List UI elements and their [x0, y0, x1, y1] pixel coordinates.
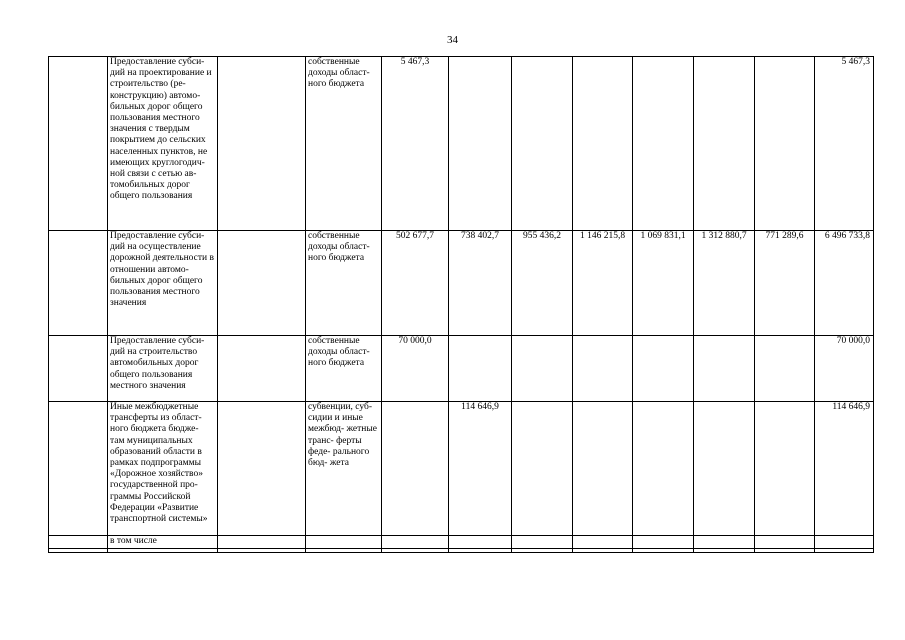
funding-source: собственные доходы област- ного бюджета: [306, 57, 382, 231]
empty-cell: [108, 549, 218, 553]
value-cell: [449, 57, 512, 231]
total-cell: 6 496 733,8: [815, 231, 874, 336]
empty-cell: [815, 549, 874, 553]
value-cell: [449, 336, 512, 402]
value-cell: [694, 402, 755, 536]
empty-cell: [49, 231, 108, 336]
value-cell: [573, 336, 633, 402]
table-row: [49, 549, 874, 553]
value-cell: 771 289,6: [755, 231, 815, 336]
value-cell: 955 436,2: [512, 231, 573, 336]
empty-cell: [573, 536, 633, 549]
measure-description: Предоставление субси- дий на осуществление дорожной деятельности в отношении автомо- бильных дорог общего пользования местного значения: [108, 231, 218, 336]
value-cell: 738 402,7: [449, 231, 512, 336]
value-cell: [755, 57, 815, 231]
funding-source: субвенции, суб- сидии и иные межбюд- жетные транс- ферты феде- рального бюд- жета: [306, 402, 382, 536]
total-cell: 5 467,3: [815, 57, 874, 231]
funding-source: собственные доходы област- ного бюджета: [306, 336, 382, 402]
empty-cell: [49, 402, 108, 536]
empty-cell: [306, 549, 382, 553]
value-cell: 502 677,7: [382, 231, 449, 336]
value-cell: 1 312 880,7: [694, 231, 755, 336]
value-cell: [573, 402, 633, 536]
measure-description: Предоставление субси- дий на строительство автомобильных дорог общего пользования местного значения: [108, 336, 218, 402]
value-cell: 1 146 215,8: [573, 231, 633, 336]
empty-cell: [218, 549, 306, 553]
table-row: [49, 536, 874, 549]
total-cell: 114 646,9: [815, 402, 874, 536]
empty-cell: [573, 549, 633, 553]
empty-cell: [755, 549, 815, 553]
empty-cell: [694, 536, 755, 549]
measure-description: Иные межбюджетные трансферты из област- ного бюджета бюдже- там муниципальных образований области в рамках подпрограммы «Дорожное хозяйство» государственной про- граммы Российской Федерации «Развитие транспортной системы»: [108, 402, 218, 536]
empty-cell: [512, 549, 573, 553]
empty-cell: [382, 536, 449, 549]
empty-cell: [755, 536, 815, 549]
value-cell: [633, 336, 694, 402]
value-cell: 70 000,0: [382, 336, 449, 402]
empty-cell: [218, 231, 306, 336]
table-row: [49, 336, 874, 402]
including-label: в том числе: [108, 536, 218, 549]
value-cell: [633, 57, 694, 231]
table-row: [49, 231, 874, 336]
empty-cell: [512, 536, 573, 549]
page-number: 34: [447, 34, 458, 46]
empty-cell: [815, 536, 874, 549]
table-row: [49, 57, 874, 231]
empty-cell: [49, 57, 108, 231]
empty-cell: [218, 57, 306, 231]
value-cell: [755, 402, 815, 536]
budget-table: [48, 56, 874, 553]
empty-cell: [449, 549, 512, 553]
total-cell: 70 000,0: [815, 336, 874, 402]
empty-cell: [49, 549, 108, 553]
value-cell: 114 646,9: [449, 402, 512, 536]
value-cell: [512, 57, 573, 231]
value-cell: [382, 402, 449, 536]
empty-cell: [694, 549, 755, 553]
table-row: [49, 402, 874, 536]
value-cell: [512, 402, 573, 536]
empty-cell: [218, 336, 306, 402]
value-cell: 5 467,3: [382, 57, 449, 231]
value-cell: [694, 57, 755, 231]
empty-cell: [218, 536, 306, 549]
measure-description: Предоставление субси- дий на проектирование и строительство (ре- конструкцию) автомо- бильных дорог общего пользования местного значения с твердым покрытием до сельских населенных пунктов, не имеющих круглогодич- ной связи с сетью ав- томобильных дорог общего пользования: [108, 57, 218, 231]
empty-cell: [633, 549, 694, 553]
empty-cell: [218, 402, 306, 536]
value-cell: [573, 57, 633, 231]
value-cell: [694, 336, 755, 402]
funding-source: собственные доходы област- ного бюджета: [306, 231, 382, 336]
empty-cell: [449, 536, 512, 549]
value-cell: [755, 336, 815, 402]
empty-cell: [49, 536, 108, 549]
empty-cell: [306, 536, 382, 549]
value-cell: [512, 336, 573, 402]
value-cell: 1 069 831,1: [633, 231, 694, 336]
empty-cell: [633, 536, 694, 549]
empty-cell: [382, 549, 449, 553]
empty-cell: [49, 336, 108, 402]
value-cell: [633, 402, 694, 536]
